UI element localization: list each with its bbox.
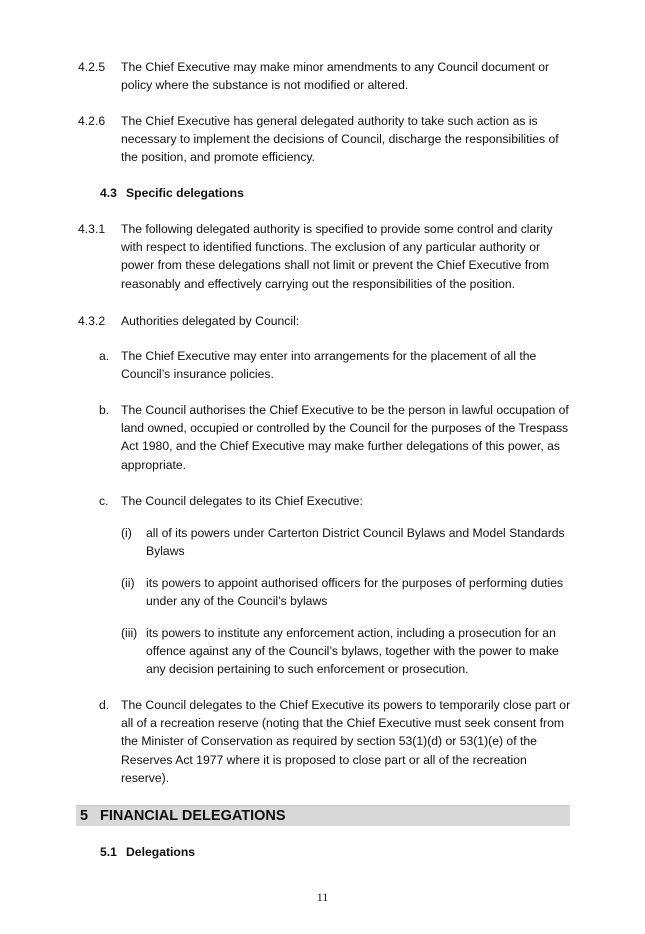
subitem-text: all of its powers under Carterton District Council Bylaws and Model Standards Bylaws bbox=[146, 526, 565, 559]
clause-number: 4.3.2 bbox=[78, 314, 106, 328]
heading-title: Delegations bbox=[126, 845, 196, 859]
heading-number: 4.3 bbox=[100, 186, 117, 200]
item-label: d. bbox=[99, 698, 110, 712]
clause-number: 4.2.5 bbox=[78, 60, 106, 74]
item-label: c. bbox=[99, 494, 109, 508]
clause-text: The Chief Executive may make minor amendments to any Council document or policy where the substance is not modified or altered. bbox=[121, 60, 550, 93]
heading-number: 5.1 bbox=[100, 845, 117, 859]
item-label: a. bbox=[99, 349, 110, 363]
item-text: The Council authorises the Chief Executive to be the person in lawful occupation of land owned, occupied or controlled by the Council for the purposes of the Trespass Act 1980, and the Chief Executive may make further delegations of this power, as appropriate. bbox=[121, 403, 569, 472]
page-number: 11 bbox=[316, 890, 329, 904]
item-text: The Chief Executive may enter into arrangements for the placement of all the Council’s insurance policies. bbox=[121, 349, 537, 382]
section-number: 5 bbox=[80, 808, 89, 824]
item-label: b. bbox=[99, 403, 110, 417]
heading-title: Specific delegations bbox=[126, 186, 244, 200]
clause-text: Authorities delegated by Council: bbox=[121, 314, 300, 328]
subitem-text: its powers to appoint authorised officers for the purposes of performing duties under any of the Council’s bylaws bbox=[146, 576, 564, 609]
clause-text: The following delegated authority is specified to provide some control and clarity with respect to identified functions. The exclusion of any particular authority or power from these delegations shall not limit or prevent the Chief Executive from reasonably and effectively carrying out the responsibilities of the position. bbox=[121, 222, 553, 291]
item-text: The Council delegates to the Chief Executive its powers to temporarily close part or all of a recreation reserve (noting that the Chief Executive must seek consent from the Minister of Conservation as required by section 53(1)(d) or 53(1)(e) of the Reserves Act 1977 where it is proposed to close part or all of the recreation reserve). bbox=[121, 698, 571, 785]
subitem-label: (iii) bbox=[121, 626, 138, 640]
section-5-heading bbox=[76, 805, 570, 826]
clause-number: 4.2.6 bbox=[78, 114, 106, 128]
subitem-label: (i) bbox=[121, 526, 132, 540]
subitem-text: its powers to institute any enforcement action, including a prosecution for an offence against any of the Council’s bylaws, together with the power to make any decision pertaining to such enforcement or prosecution. bbox=[146, 626, 559, 677]
subitem-label: (ii) bbox=[121, 576, 135, 590]
section-title: FINANCIAL DELEGATIONS bbox=[100, 808, 286, 824]
clause-text: The Chief Executive has general delegated authority to take such action as is necessary to implement the decisions of Council, discharge the responsibilities of the position, and promote efficiency. bbox=[121, 114, 559, 165]
item-text: The Council delegates to its Chief Executive: bbox=[121, 494, 363, 508]
clause-number: 4.3.1 bbox=[78, 222, 106, 236]
